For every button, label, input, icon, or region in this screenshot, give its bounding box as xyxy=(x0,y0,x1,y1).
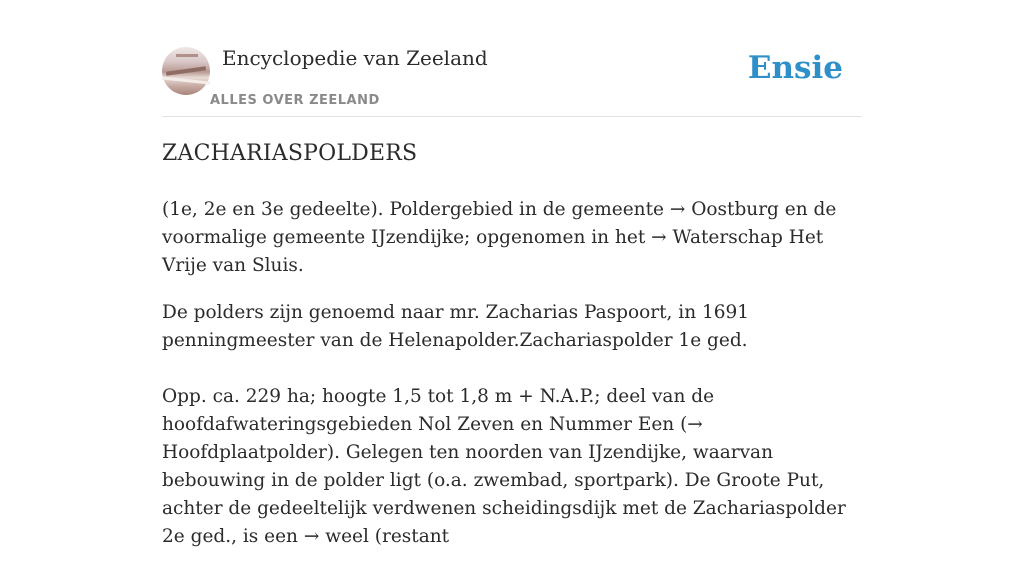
avatar-detail xyxy=(166,66,206,76)
site-subtitle: ALLES OVER ZEELAND xyxy=(210,93,380,108)
brand-logo-link[interactable]: Ensie xyxy=(747,50,843,86)
entry-paragraph: (1e, 2e en 3e gedeelte). Poldergebied in de gemeente → Oostburg en de voormalige gemeente IJzendijke; opgenomen in het → Waterschap Het Vrije van Sluis. xyxy=(162,199,837,276)
entry-content xyxy=(162,138,862,570)
site-title[interactable]: Encyclopedie van Zeeland xyxy=(222,46,488,70)
site-avatar[interactable] xyxy=(162,47,210,95)
entry-paragraph: De polders zijn genoemd naar mr. Zacharias Paspoort, in 1691 penningmeester van de Helenapolder.Zachariaspolder 1e ged. Opp. ca. 229 ha; hoogte 1,5 tot 1,8 m + N.A.P.; deel van de hoofdafwateringsgebieden Nol Zeven en Nummer Een (→ Hoofdplaatpolder). Gelegen ten noorden van IJzendijke, waarvan bebouwing in de polder ligt (o.a. zwembad, sportpark). De Groote Put, achter de gedeeltelijk verdwenen scheidingsdijk met de Zachariaspolder 2e ged., is een → weel (restant xyxy=(162,302,846,547)
entry-title: ZACHARIASPOLDERS xyxy=(162,141,418,166)
avatar-detail xyxy=(176,54,198,57)
avatar-detail xyxy=(162,76,210,84)
site-header xyxy=(162,44,862,117)
